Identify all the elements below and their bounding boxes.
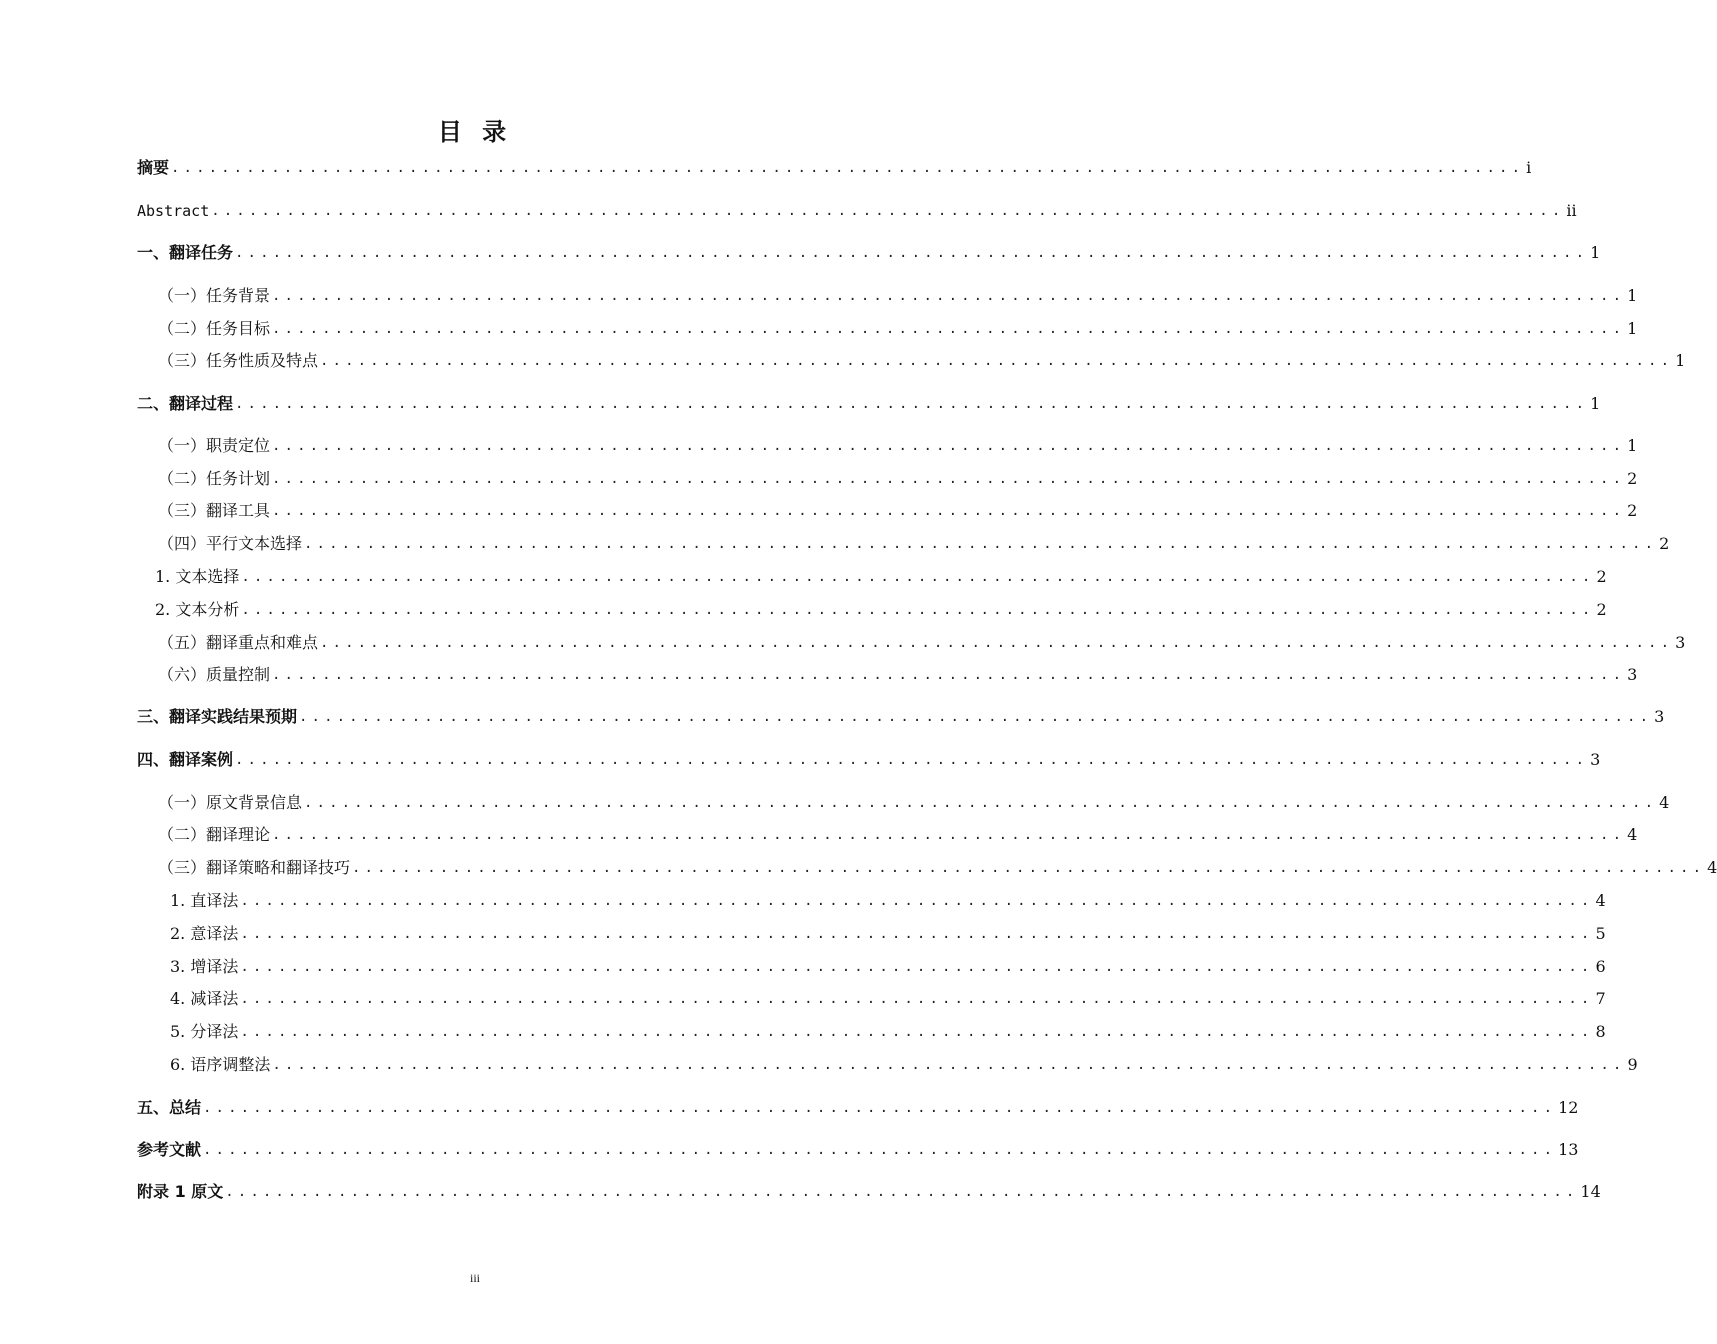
toc-entry-page: 13 — [1558, 1140, 1579, 1159]
dot-leader: ............................................................................................................ — [320, 635, 1674, 651]
toc-entry-2-4-2[interactable] — [155, 596, 1607, 620]
toc-entry-2-5[interactable] — [158, 629, 1686, 653]
toc-entry-label: 五、总结 — [137, 1098, 202, 1117]
dot-leader: ............................................................................................................ — [272, 1057, 1626, 1073]
toc-entry-label: （一）职责定位 — [158, 436, 271, 455]
dot-leader: ............................................................................................................ — [304, 795, 1658, 811]
toc-entry-page: 12 — [1558, 1098, 1579, 1117]
dot-leader: ............................................................................................................ — [225, 1184, 1579, 1200]
toc-entry-label: （四）平行文本选择 — [158, 534, 303, 553]
toc-entry-page: 14 — [1580, 1182, 1601, 1201]
toc-entry-page: 1 — [1590, 394, 1601, 413]
toc-entry-2-4-1[interactable] — [155, 563, 1607, 587]
toc-entry-page: 5 — [1595, 924, 1606, 943]
toc-entry-label: 一、翻译任务 — [137, 243, 234, 262]
toc-entry-label: 1. 直译法 — [170, 891, 239, 910]
toc-entry-2-4[interactable] — [158, 530, 1670, 554]
toc-entry-4-3[interactable] — [158, 854, 1717, 878]
toc-entry-4-3-3[interactable] — [170, 953, 1606, 977]
page-number: iii — [469, 1271, 480, 1285]
toc-entry-label: 参考文献 — [137, 1140, 202, 1159]
dot-leader: ............................................................................................................ — [235, 245, 1589, 261]
toc-entry-label: （一）原文背景信息 — [158, 793, 303, 812]
toc-entry-page: 2 — [1627, 501, 1638, 520]
toc-entry-label: Abstract — [137, 202, 210, 220]
dot-leader: ............................................................................................................ — [272, 503, 1626, 519]
toc-entry-label: （二）任务计划 — [158, 469, 271, 488]
toc-entry-label: （三）任务性质及特点 — [158, 351, 319, 370]
toc-entry-label: 三、翻译实践结果预期 — [137, 707, 298, 726]
dot-leader: ............................................................................................................ — [211, 203, 1565, 219]
dot-leader: ............................................................................................................ — [235, 396, 1589, 412]
toc-entry-label: （二）任务目标 — [158, 319, 271, 338]
toc-entry-label: 6. 语序调整法 — [170, 1055, 271, 1074]
dot-leader: ............................................................................................................ — [272, 471, 1626, 487]
dot-leader: ............................................................................................................ — [272, 321, 1626, 337]
toc-entry-2-6[interactable] — [158, 661, 1638, 685]
toc-entry-page: 4 — [1707, 858, 1717, 877]
toc-entry-section-1[interactable] — [137, 239, 1601, 263]
toc-entry-page: 8 — [1595, 1022, 1606, 1041]
toc-entry-section-5[interactable] — [137, 1094, 1579, 1118]
dot-leader: ............................................................................................................ — [203, 1100, 1557, 1116]
toc-entry-page: 3 — [1675, 633, 1686, 652]
toc-entry-page: 2 — [1596, 567, 1607, 586]
toc-title: 目 录 — [437, 118, 513, 146]
toc-entry-label: 二、翻译过程 — [137, 394, 234, 413]
toc-entry-label: 摘要 — [137, 158, 170, 177]
toc-entry-4-3-5[interactable] — [170, 1018, 1606, 1042]
dot-leader: ............................................................................................................ — [272, 667, 1626, 683]
toc-entry-page: 1 — [1627, 436, 1638, 455]
toc-entry-label: 2. 意译法 — [170, 924, 239, 943]
toc-entry-2-3[interactable] — [158, 497, 1638, 521]
toc-entry-label: （三）翻译工具 — [158, 501, 271, 520]
toc-entry-page: 3 — [1590, 750, 1601, 769]
toc-entry-appendix-1[interactable] — [137, 1178, 1601, 1202]
toc-entry-4-2[interactable] — [158, 821, 1638, 845]
toc-entry-abstract-en[interactable] — [137, 197, 1577, 221]
toc-entry-page: 2 — [1596, 600, 1607, 619]
toc-entry-label: 四、翻译案例 — [137, 750, 234, 769]
toc-entry-section-3[interactable] — [137, 703, 1665, 727]
toc-entry-4-1[interactable] — [158, 789, 1670, 813]
toc-entry-1-3[interactable] — [158, 347, 1686, 371]
toc-entry-4-3-6[interactable] — [170, 1051, 1638, 1075]
toc-entry-references[interactable] — [137, 1136, 1579, 1160]
dot-leader: ............................................................................................................ — [272, 288, 1626, 304]
toc-entry-2-2[interactable] — [158, 465, 1638, 489]
toc-entry-label: 5. 分译法 — [170, 1022, 239, 1041]
toc-entry-abstract-cn[interactable] — [137, 154, 1532, 178]
toc-entry-section-2[interactable] — [137, 390, 1601, 414]
dot-leader: ............................................................................................................ — [272, 827, 1626, 843]
toc-entry-page: 3 — [1627, 665, 1638, 684]
toc-entry-page: i — [1526, 158, 1532, 177]
toc-entry-label: （五）翻译重点和难点 — [158, 633, 319, 652]
dot-leader: ............................................................................................................ — [299, 709, 1653, 725]
toc-entry-4-3-1[interactable] — [170, 887, 1606, 911]
toc-entry-label: 3. 增译法 — [170, 957, 239, 976]
toc-entry-1-2[interactable] — [158, 315, 1638, 339]
toc-entry-page: 1 — [1627, 286, 1638, 305]
dot-leader: ............................................................................................................ — [240, 959, 1594, 975]
toc-entry-page: 2 — [1659, 534, 1670, 553]
toc-entry-page: 3 — [1654, 707, 1665, 726]
toc-entry-page: 4 — [1595, 891, 1606, 910]
dot-leader: ............................................................................................................ — [240, 926, 1594, 942]
toc-entry-section-4[interactable] — [137, 746, 1601, 770]
toc-entry-page: 1 — [1590, 243, 1601, 262]
toc-entry-label: （一）任务背景 — [158, 286, 271, 305]
dot-leader: ............................................................................................................ — [304, 536, 1658, 552]
toc-entry-page: ii — [1566, 201, 1577, 220]
toc-entry-label: 2. 文本分析 — [155, 600, 240, 619]
dot-leader: ............................................................................................................ — [320, 353, 1674, 369]
dot-leader: ............................................................................................................ — [241, 602, 1595, 618]
dot-leader: ............................................................................................................ — [272, 438, 1626, 454]
dot-leader: ............................................................................................................ — [352, 860, 1706, 876]
toc-entry-1-1[interactable] — [158, 282, 1638, 306]
toc-entry-label: 1. 文本选择 — [155, 567, 240, 586]
dot-leader: ............................................................................................................ — [240, 893, 1594, 909]
toc-entry-page: 6 — [1595, 957, 1606, 976]
toc-entry-label: （六）质量控制 — [158, 665, 271, 684]
toc-entry-label: （二）翻译理论 — [158, 825, 271, 844]
toc-entry-4-3-2[interactable] — [170, 920, 1606, 944]
dot-leader: ............................................................................................................ — [235, 752, 1589, 768]
dot-leader: ............................................................................................................ — [240, 991, 1594, 1007]
toc-entry-page: 1 — [1675, 351, 1686, 370]
toc-entry-page: 2 — [1627, 469, 1638, 488]
toc-entry-label: 附录 1 原文 — [137, 1182, 224, 1201]
toc-entry-label: （三）翻译策略和翻译技巧 — [158, 858, 351, 877]
toc-entry-page: 9 — [1627, 1055, 1638, 1074]
dot-leader: ............................................................................................................ — [241, 569, 1595, 585]
toc-entry-2-1[interactable] — [158, 432, 1638, 456]
toc-entry-label: 4. 减译法 — [170, 989, 239, 1008]
dot-leader: ............................................................................................................ — [240, 1024, 1594, 1040]
toc-entry-page: 4 — [1659, 793, 1670, 812]
dot-leader: ............................................................................................................ — [171, 160, 1525, 176]
dot-leader: ............................................................................................................ — [203, 1142, 1557, 1158]
toc-entry-page: 4 — [1627, 825, 1638, 844]
toc-entry-page: 7 — [1595, 989, 1606, 1008]
toc-entry-page: 1 — [1627, 319, 1638, 338]
toc-entry-4-3-4[interactable] — [170, 985, 1606, 1009]
